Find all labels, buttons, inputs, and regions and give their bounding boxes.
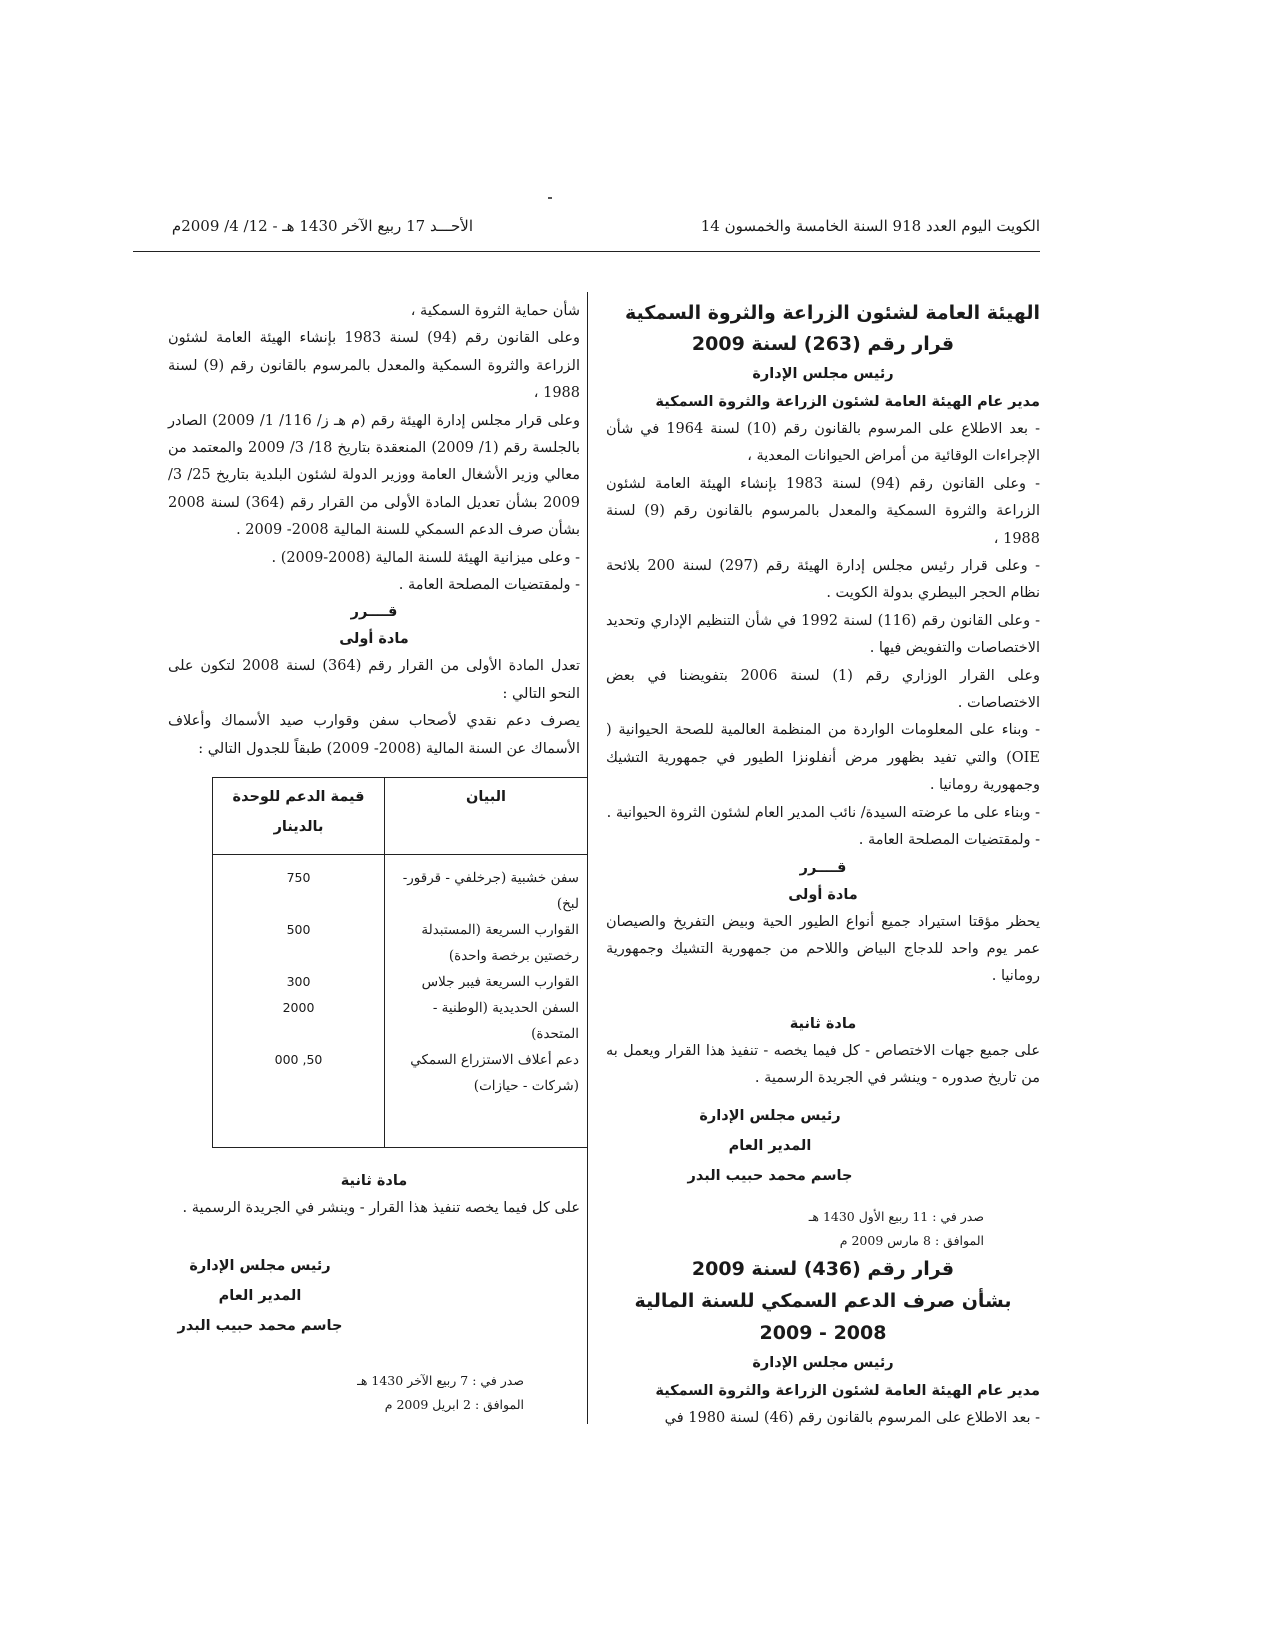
- article-1-heading: مادة أولى: [788, 886, 858, 903]
- article-1-text: تعدل المادة الأولى من القرار رقم (364) لسنة 2008 لتكون على النحو التالي :: [168, 658, 580, 702]
- preamble-clause: - وعلى القانون رقم (94) لسنة 1983 بإنشاء الهيئة العامة لشئون الزراعة والثروة السمكية والمعدل بالمرسوم بالقانون رقم (9) لسنة 1988 ،: [606, 475, 1040, 547]
- left-column: [168, 298, 580, 1417]
- table-cell-value: 2000: [213, 995, 385, 1047]
- decision-2-title: قرار رقم (436) لسنة 2009: [691, 1257, 955, 1280]
- table-cell-item: السفن الحديدية (الوطنية - المتحدة): [385, 995, 588, 1047]
- subsidy-table: [212, 777, 588, 1148]
- article-2-text: على كل فيما يخصه تنفيذ هذا القرار - وينشر في الجريدة الرسمية .: [182, 1200, 580, 1217]
- table-cell-item: القوارب السريعة (المستبدلة رخصتين برخصة واحدة): [385, 917, 588, 969]
- preamble-clause: - وعلى القانون رقم (116) لسنة 1992 في شأن التنظيم الإداري وتحديد الاختصاصات والتفويض فيها .: [606, 612, 1040, 657]
- preamble-clause: - وعلى ميزانية الهيئة للسنة المالية (2008-2009) .: [271, 549, 580, 566]
- table-cell-value: 300: [213, 969, 385, 995]
- decision-2-subject: بشأن صرف الدعم السمكي للسنة المالية 2008 - 2009: [634, 1289, 1012, 1344]
- signature-role: المدير العام: [218, 1287, 302, 1304]
- preamble-clause: - وبناء على ما عرضته السيدة/ نائب المدير العام لشئون الثروة الحيوانية .: [606, 804, 1040, 821]
- print-mark: [548, 197, 552, 199]
- preamble-clause: - وعلى قرار رئيس مجلس إدارة الهيئة رقم (297) لسنة 200 بلائحة نظام الحجر البيطري بدولة الكويت .: [606, 558, 1040, 602]
- preamble-clause: - ولمقتضيات المصلحة العامة .: [858, 832, 1040, 849]
- preamble-clause: - ولمقتضيات المصلحة العامة .: [398, 577, 580, 594]
- director-title: مدير عام الهيئة العامة لشئون الزراعة والثروة السمكية: [655, 394, 1040, 410]
- table-row: [213, 917, 588, 969]
- preamble-clause: - بعد الاطلاع على المرسوم بالقانون رقم (10) لسنة 1964 في شأن الإجراءات الوقائية من أمراض الحيوانات المعدية ،: [606, 421, 1040, 465]
- issued-gregorian: الموافق : 2 ابريل 2009 م: [384, 1396, 524, 1412]
- decided-heading: قــــرر: [350, 604, 398, 621]
- column-header-item: البيان: [385, 778, 588, 855]
- preamble-clause: شأن حماية الثروة السمكية ،: [410, 303, 580, 319]
- authority-name: الهيئة العامة لشئون الزراعة والثروة السمكية: [625, 302, 1040, 324]
- preamble-clause: - وبناء على المعلومات الواردة من المنظمة العالمية للصحة الحيوانية ( OIE) والتي تفيد بظهور مرض أنفلونزا الطيور في جمهورية التشيك وجمهورية رومانيا .: [606, 722, 1040, 794]
- signatory-name: جاسم محمد حبيب البدر: [687, 1167, 853, 1184]
- issue-date: [606, 1205, 984, 1253]
- table-cell-item: القوارب السريعة فيبر جلاس: [385, 969, 588, 995]
- preamble-clause: وعلى القرار الوزاري رقم (1) لسنة 2006 بتفويضنا في بعض الاختصاصات .: [606, 667, 1040, 712]
- table-cell-value: 750: [213, 855, 385, 918]
- article-1-text: يحظر مؤقتا استيراد جميع أنواع الطيور الحية وبيض التفريخ والصيصان عمر يوم واحد للدجاج البياض واللاحم من جمهورية التشيك وجمهورية رومانيا .: [606, 913, 1040, 985]
- table-cell-item: دعم أعلاف الاستزراع السمكي (شركات - حيازات): [385, 1047, 588, 1148]
- table-row: [213, 1047, 588, 1148]
- article-1-text: يصرف دعم نقدي لأصحاب سفن وقوارب صيد الأسماك وأعلاف الأسماك عن السنة المالية (2008- 2009) طبقاً للجدول التالي :: [168, 713, 580, 757]
- article-2-heading: مادة ثانية: [789, 1015, 857, 1032]
- issued-gregorian: الموافق : 8 مارس 2009 م: [839, 1232, 984, 1248]
- article-2-heading: مادة ثانية: [340, 1173, 408, 1190]
- decided-heading: قــــرر: [799, 859, 847, 876]
- article-1-heading: مادة أولى: [339, 631, 409, 648]
- decision-2-preamble-start: - بعد الاطلاع على المرسوم بالقانون رقم (46) لسنة 1980 في: [664, 1409, 1040, 1426]
- chairman-title: رئيس مجلس الإدارة: [752, 366, 894, 382]
- preamble-clause: وعلى القانون رقم (94) لسنة 1983 بإنشاء الهيئة العامة لشئون الزراعة والثروة السمكية والمعدل بالمرسوم بالقانون رقم (9) لسنة 1988 ،: [168, 330, 580, 402]
- header-date: الأحـــد 17 ربيع الآخر 1430 هـ - 12/ 4/ 2009م: [171, 217, 473, 235]
- signature-title: رئيس مجلس الإدارة: [189, 1257, 331, 1274]
- header-issue-info: الكويت اليوم العدد 918 السنة الخامسة والخمسون 14: [700, 217, 1040, 235]
- header-rule-left: [133, 251, 635, 252]
- decision-title: قرار رقم (263) لسنة 2009: [691, 333, 955, 355]
- preamble-clause: وعلى قرار مجلس إدارة الهيئة رقم (م هـ ز/ 116/ 1/ 2009) الصادر بالجلسة رقم (1/ 2009) المنعقدة بتاريخ 18/ 3/ 2009 والمعتمد من معالي وزير الأشغال العامة ووزير الدولة لشئون البلدية بتاريخ 25/ 3/ 2009 بشأن تعديل المادة الأولى من القرار رقم (364) لسنة 2008 بشأن صرف الدعم السمكي للسنة المالية 2008- 2009 .: [168, 412, 581, 539]
- table-cell-value: 500: [213, 917, 385, 969]
- signature-title: رئيس مجلس الإدارة: [699, 1107, 841, 1124]
- issued-hijri: صدر في : 7 ربيع الآخر 1430 هـ: [357, 1372, 524, 1388]
- article-2-text: على جميع جهات الاختصاص - كل فيما يخصه - تنفيذ هذا القرار ويعمل به من تاريخ صدوره - وينشر في الجريدة الرسمية .: [606, 1042, 1040, 1087]
- table-row: [213, 995, 588, 1047]
- table-cell-item: سفن خشبية (جرخلفي - قرقور- لبخ): [385, 855, 588, 918]
- table-row: [213, 855, 588, 918]
- issued-hijri: صدر في : 11 ربيع الأول 1430 هـ: [808, 1208, 984, 1224]
- table-cell-value: 50, 000: [213, 1047, 385, 1148]
- column-header-value: قيمة الدعم للوحدة بالدينار: [213, 778, 385, 855]
- table-header-row: [213, 778, 588, 855]
- table-row: [213, 969, 588, 995]
- header-rule-right: [588, 251, 1040, 252]
- decision-2-chairman: رئيس مجلس الإدارة: [752, 1354, 894, 1371]
- right-column: [606, 298, 1040, 1432]
- signature-block: [650, 1101, 890, 1191]
- issue-date: [168, 1369, 524, 1417]
- signature-role: المدير العام: [728, 1137, 812, 1154]
- signatory-name: جاسم محمد حبيب البدر: [177, 1317, 343, 1334]
- signature-block: [140, 1251, 380, 1341]
- decision-2-director: مدير عام الهيئة العامة لشئون الزراعة والثروة السمكية: [655, 1382, 1040, 1399]
